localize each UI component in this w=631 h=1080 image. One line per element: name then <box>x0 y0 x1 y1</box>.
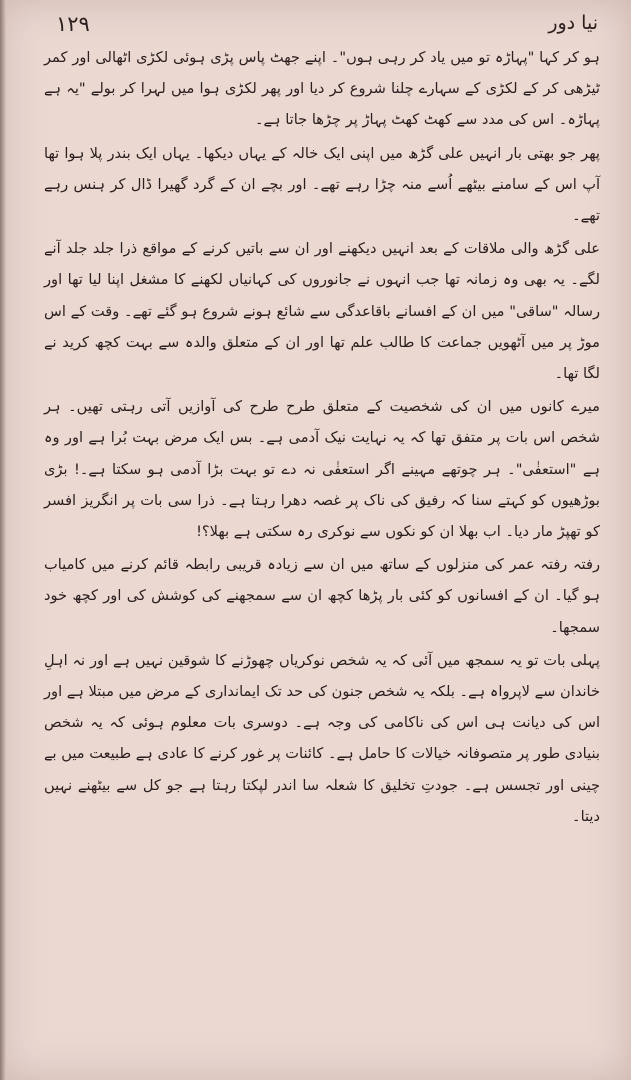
paragraph: میرے کانوں میں ان کی شخصیت کے متعلق طرح طرح کی آوازیں آتی رہتی تھیں۔ ہر شخص اس بات پر متفق تھا کہ یہ نہایت نیک آدمی ہے۔ بس ایک مرض بہت بُرا ہے اور وہ ہے "استعفٰی"۔ ہر چوتھے مہینے اگر استعفٰی نہ دے تو بہت بڑا آدمی ہو سکتا ہے۔! بڑی بوڑھیوں کو کہتے سنا کہ رفیق کی ناک پر غصہ دھرا رہتا ہے۔ ذرا سی بات پر انگریز افسر کو تھپڑ مار دیا۔ اب بھلا ان کو نکوں سے نوکری رہ سکتی ہے بھلا؟! <box>44 398 600 541</box>
article-body <box>38 42 606 832</box>
paragraph: پھر جو بھتی بار انہیں علی گڑھ میں اپنی ایک خالہ کے یہاں دیکھا۔ یہاں ایک بندر پلا ہوا تھا آپ اس کے سامنے بیٹھے اُسے منہ چڑا رہے تھے۔ اور بچے ان کے گرد گھیرا ڈال کر ہنس رہے تھے۔ <box>44 144 600 225</box>
paragraph: پہلی بات تو یہ سمجھ میں آئی کہ یہ شخص نوکریاں چھوڑنے کا شوقین نہیں ہے اور نہ اہلِ خاندان سے لاپرواہ ہے۔ بلکہ یہ شخص جنون کی حد تک ایمانداری کے مرض میں مبتلا ہے اور اس کی دیانت ہی اس کی ناکامی کی وجہ ہے۔ دوسری بات معلوم ہوئی کہ یہ شخص بنیادی طور پر متصوفانہ خیالات کا حامل ہے۔ کائنات پر غور کرنے کا عادی ہے طبیعت میں بے چینی اور تجسس ہے۔ جودتِ تخلیق کا شعلہ سا اندر لپکتا رہتا ہے جو کل سے بیٹھنے نہیں دیتا۔ <box>44 651 600 825</box>
running-title: نیا دور <box>548 12 598 34</box>
page-binding-edge <box>0 0 6 1080</box>
paragraph: علی گڑھ والی ملاقات کے بعد انہیں دیکھنے اور ان سے باتیں کرنے کے مواقع ذرا جلد جلد آنے لگے۔ یہ بھی وہ زمانہ تھا جب انہوں نے جانوروں کی کہانیاں لکھنے کا مشغل اپنا لیا تھا اور رسالہ "ساقی" میں ان کے افسانے باقاعدگی سے شائع ہونے شروع ہو گئے تھے۔ وقت کے اس موڑ پر میں آٹھویں جماعت کا طالب علم تھا اور ان کے متعلق والدہ سے بہت کچھ کرید نے لگا تھا۔ <box>44 240 600 383</box>
page-header <box>38 8 606 42</box>
paragraph: ہو کر کہا "پہاڑہ تو میں یاد کر رہی ہوں"۔ اپنے جھٹ پاس پڑی ہوئی لکڑی اٹھالی اور کمر ٹیڑھی کر کے لکڑی کے سہارے چلنا شروع کر دیا اور پھر لکڑی ہوا میں لہرا کر بولے "یہ ہے پہاڑہ۔ اس کی مدد سے کھٹ کھٹ پہاڑ پر چڑھا جاتا ہے۔ <box>44 49 600 129</box>
paragraph: رفتہ رفتہ عمر کی منزلوں کے ساتھ میں ان سے زیادہ قریبی رابطہ قائم کرنے میں کامیاب ہو گیا۔ ان کے افسانوں کو کئی بار پڑھا کچھ ان سے سمجھنے کی کوشش کی اور کچھ خود سمجھا۔ <box>44 556 600 636</box>
book-page <box>38 8 606 1072</box>
page-number: ۱۲۹ <box>56 12 90 36</box>
